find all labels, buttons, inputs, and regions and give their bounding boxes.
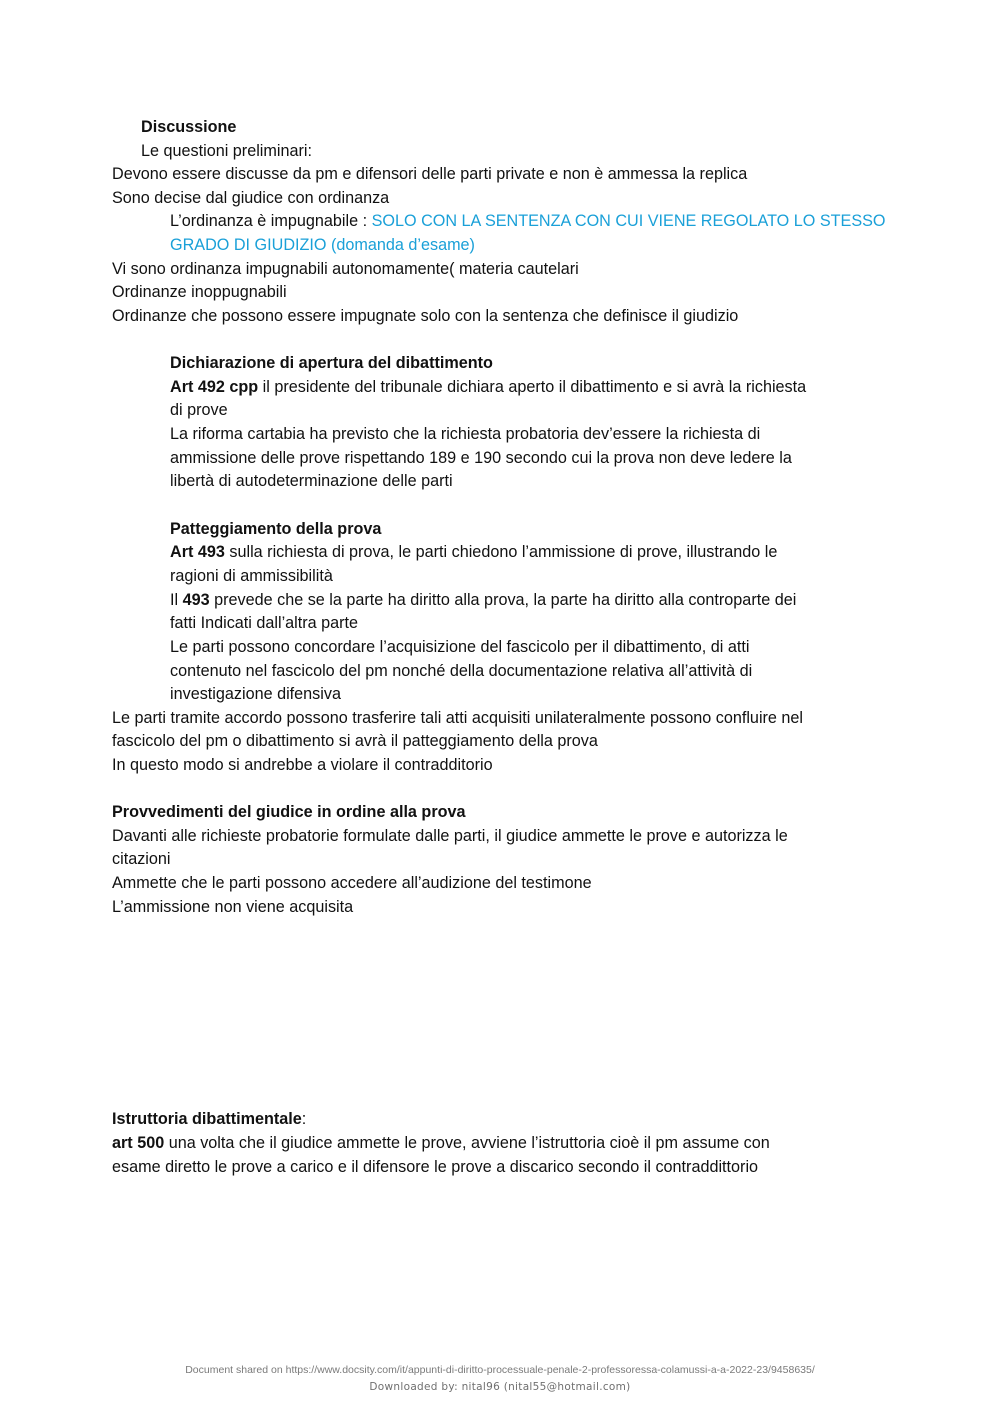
paragraph-line-art492	[170, 377, 806, 397]
article-text: il presidente del tribunale dichiara aperto il dibattimento e si avrà la richiesta	[258, 378, 807, 396]
highlighted-text-continuation: GRADO DI GIUDIZIO (domanda d’esame)	[170, 236, 475, 254]
paragraph-line: di prove	[170, 401, 228, 419]
paragraph-line-art500	[112, 1133, 770, 1153]
paragraph-line: Le parti tramite accordo possono trasferire tali atti acquisiti unilateralmente possono confluire nel	[112, 709, 804, 727]
paragraph-line: Davanti alle richieste probatorie formulate dalle parti, il giudice ammette le prove e autorizza le	[112, 827, 788, 845]
paragraph-line: In questo modo si andrebbe a violare il contradditorio	[112, 756, 493, 774]
article-text: prevede che se la parte ha diritto alla prova, la parte ha diritto alla controparte dei	[209, 591, 797, 609]
paragraph-line: fatti Indicati dall’altra parte	[170, 614, 359, 632]
footer-downloaded-by: Downloaded by: nital96 (nital55@hotmail.com)	[369, 1381, 631, 1393]
article-ref: 493	[182, 591, 210, 609]
highlighted-text: SOLO CON LA SENTENZA CON CUI VIENE REGOLATO LO STESSO	[371, 212, 886, 230]
article-ref: Art 493	[170, 543, 225, 561]
paragraph-line: Ordinanze che possono essere impugnate solo con la sentenza che definisce il giudizio	[112, 307, 739, 325]
paragraph-line-493	[170, 590, 796, 610]
line-prefix: Il	[170, 591, 183, 609]
paragraph-line: Vi sono ordinanza impugnabili autonomamente( materia cautelari	[112, 260, 579, 278]
paragraph-line: libertà di autodeterminazione delle parti	[170, 472, 453, 490]
paragraph-line: Le parti possono concordare l’acquisizione del fascicolo per il dibattimento, di atti	[170, 638, 750, 656]
paragraph-line-art493	[170, 542, 777, 562]
paragraph-line: La riforma cartabia ha previsto che la richiesta probatoria dev’essere la richiesta di	[170, 425, 761, 443]
paragraph-line: investigazione difensiva	[170, 685, 341, 703]
paragraph-line: ragioni di ammissibilità	[170, 567, 333, 585]
ordinanza-prefix: L’ordinanza è impugnabile :	[170, 212, 372, 230]
article-ref: Art 492 cpp	[170, 378, 259, 396]
paragraph-line: esame diretto le prove a carico e il difensore le prove a discarico secondo il contraddittorio	[112, 1158, 759, 1176]
heading-text: Istruttoria dibattimentale	[112, 1110, 302, 1128]
paragraph-line-ordinanza	[170, 211, 886, 231]
paragraph-line: fascicolo del pm o dibattimento si avrà il patteggiamento della prova	[112, 732, 598, 750]
section-heading-discussione: Discussione	[141, 118, 237, 136]
paragraph-line: Sono decise dal giudice con ordinanza	[112, 189, 390, 207]
section-heading-provvedimenti: Provvedimenti del giudice in ordine alla prova	[112, 803, 466, 821]
paragraph-line: ammissione delle prove rispettando 189 e 190 secondo cui la prova non deve ledere la	[170, 449, 792, 467]
section-heading-patteggiamento: Patteggiamento della prova	[170, 520, 382, 538]
section-heading-apertura: Dichiarazione di apertura del dibattimento	[170, 354, 493, 372]
paragraph-line: contenuto nel fascicolo del pm nonché della documentazione relativa all’attività di	[170, 662, 753, 680]
article-text: sulla richiesta di prova, le parti chiedono l’ammissione di prove, illustrando le	[224, 543, 778, 561]
article-ref: art 500	[112, 1134, 165, 1152]
paragraph-line: L’ammissione non viene acquisita	[112, 898, 354, 916]
paragraph-line: Ordinanze inoppugnabili	[112, 283, 287, 301]
footer-shared-link[interactable]: Document shared on https://www.docsity.com/it/appunti-di-diritto-processuale-penale-2-professoressa-colamussi-a-a-2022-23/9458635/	[185, 1364, 815, 1376]
paragraph-line: Ammette che le parti possono accedere all’audizione del testimone	[112, 874, 592, 892]
paragraph-line: citazioni	[112, 850, 171, 868]
subheading-questioni: Le questioni preliminari:	[141, 142, 312, 160]
section-heading-istruttoria	[112, 1109, 306, 1129]
heading-suffix: :	[301, 1110, 307, 1128]
paragraph-line: Devono essere discusse da pm e difensori delle parti private e non è ammessa la replica	[112, 165, 748, 183]
article-text: una volta che il giudice ammette le prove, avviene l’istruttoria cioè il pm assume con	[164, 1134, 770, 1152]
